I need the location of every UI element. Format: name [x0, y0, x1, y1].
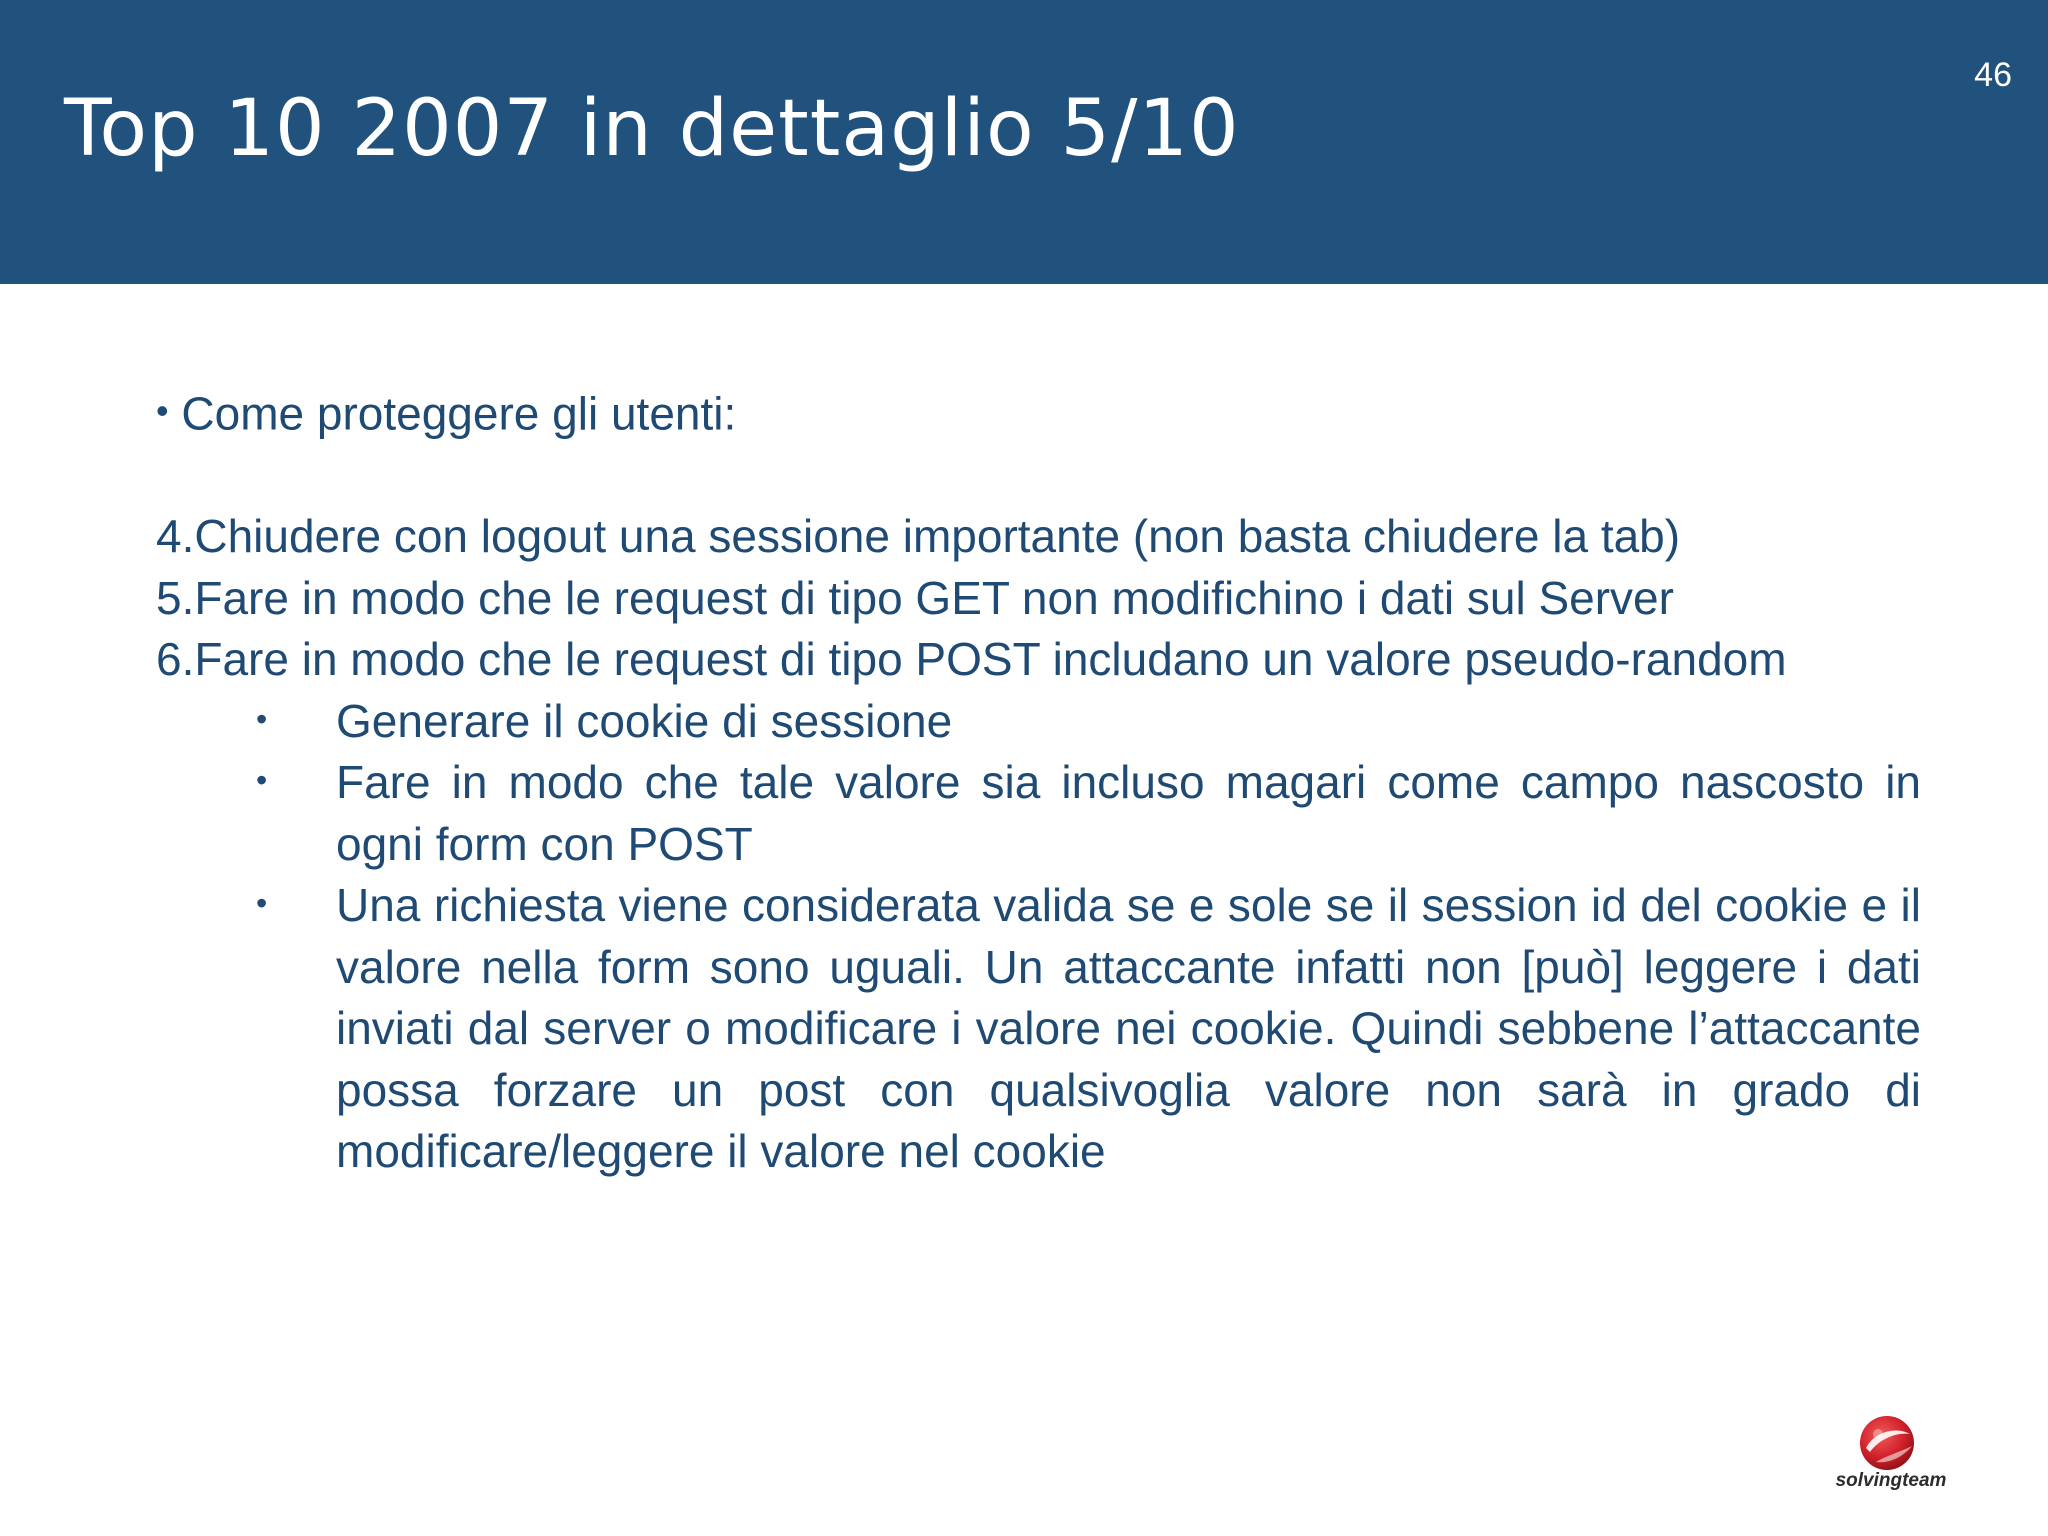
intro-text: Come proteggere gli utenti: [181, 387, 737, 440]
intro-bullet: • [156, 390, 169, 431]
intro-line [156, 380, 1921, 445]
step-text: 6.Fare in modo che le request di tipo POST includano un valore pseudo-random [156, 633, 1787, 686]
logo-swirl-icon [1856, 1412, 1918, 1474]
step-item: 5.Fare in modo che le request di tipo GET non modifichino i dati sul Server [156, 571, 1674, 624]
sub-points-list [156, 691, 1921, 1183]
slide-number: 46 [1974, 56, 2012, 94]
slide-title: Top 10 2007 in dettaglio 5/10 [64, 84, 1240, 174]
sub-bullet: • [256, 885, 268, 922]
blank-line [156, 445, 1921, 507]
sub-point-text: Una richiesta viene considerata valida se e sole se il session id del cookie e il valore nella form sono uguali. Un attaccante infatti non [può] leggere i dati inviati dal server o modificare i valore nei cookie. Quindi sebbene l’attaccante possa forzare un post con qualsivoglia valore non sarà in grado di modificare/leggere il valore nel cookie [336, 879, 1921, 1178]
step-item [156, 629, 1921, 1183]
logo-text: solvingteam [1835, 1470, 1947, 1491]
solvingteam-logo [1818, 1410, 1964, 1496]
sub-point [156, 752, 1921, 875]
slide-body [156, 380, 1921, 1183]
step-item: 4.Chiudere con logout una sessione importante (non basta chiudere la tab) [156, 510, 1681, 563]
sub-point-text: Generare il cookie di sessione [336, 694, 953, 747]
sub-point [156, 691, 1921, 753]
sub-point-text: Fare in modo che tale valore sia incluso magari come campo nascosto in ogni form con POST [336, 756, 1921, 870]
steps-list [156, 506, 1921, 1183]
sub-point [156, 875, 1921, 1183]
sub-bullet: • [256, 762, 268, 799]
sub-bullet: • [256, 700, 268, 737]
title-bar [0, 0, 2048, 284]
